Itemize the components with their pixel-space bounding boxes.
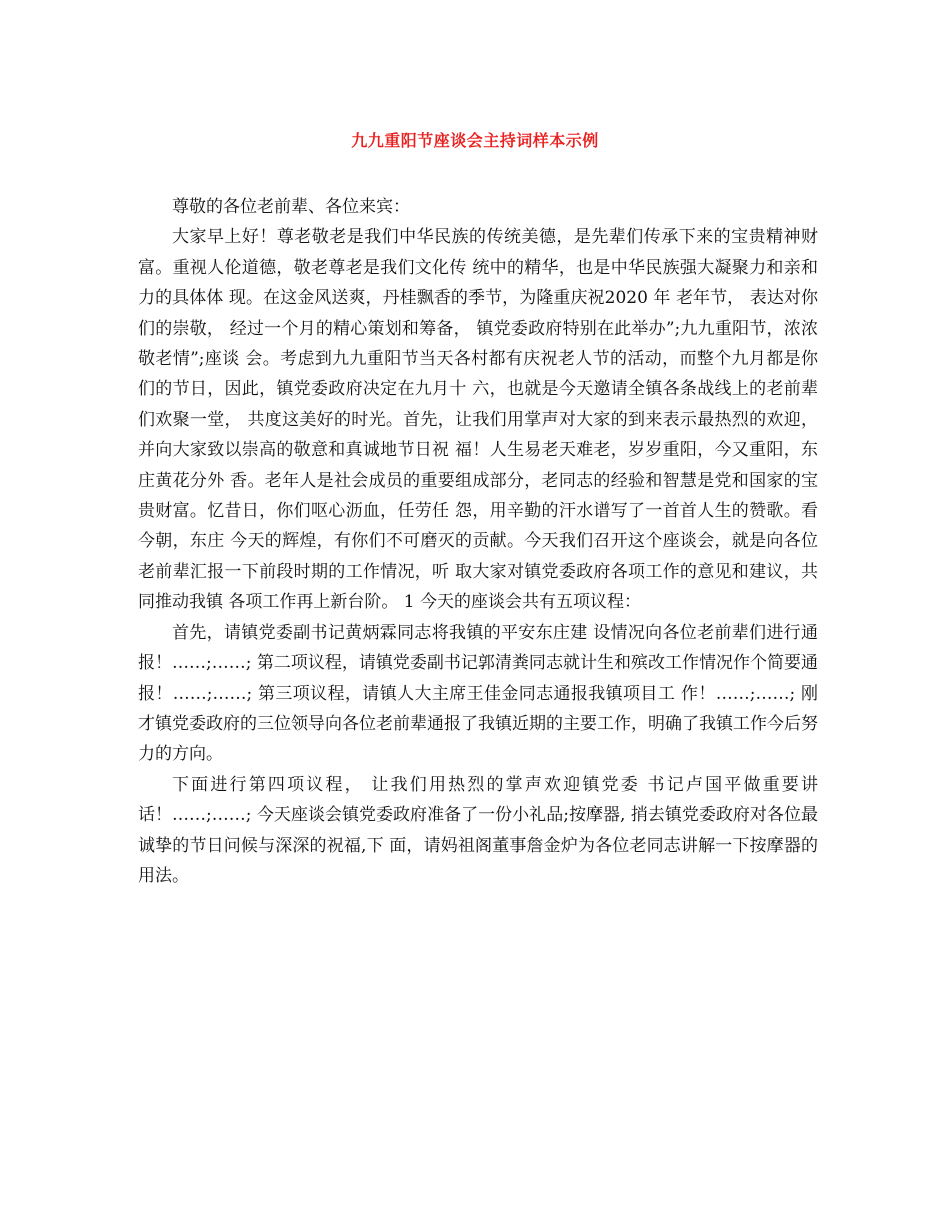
- paragraph-agenda: 首先，请镇党委副书记黄炳霖同志将我镇的平安东庄建 设情况向各位老前辈们进行通报！……;……; 第二项议程，请镇党委副书记郭清粪同志就计生和殡改工作情况作个简要通报！……;……; 第三项议程，请镇人大主席王佳金同志通报我镇项目工 作！……;……; 刚才镇党委政府的三位领导向各位老前辈通报了我镇近期的主要工作，明确了我镇工作今后努力的方向。: [138, 622, 818, 765]
- document-body: [138, 192, 818, 891]
- document-title: 九九重阳节座谈会主持词样本示例: [351, 131, 599, 150]
- paragraph-closing: 下面进行第四项议程， 让我们用热烈的掌声欢迎镇党委 书记卢国平做重要讲话！……;……; 今天座谈会镇党委政府准备了一份小礼品;按摩器, 捎去镇党委政府对各位最诚挚的节日问候与深深的祝福,下 面，请妈祖阁董事詹金炉为各位老同志讲解一下按摩器的用法。: [138, 774, 818, 886]
- paragraph-greeting: 尊敬的各位老前辈、各位来宾：: [172, 197, 410, 217]
- paragraph-opening: 大家早上好！尊老敬老是我们中华民族的传统美德，是先辈们传承下来的宝贵精神财富。重视人伦道德，敬老尊老是我们文化传 统中的精华，也是中华民族强大凝聚力和亲和力的具体体 现。在这金风送爽，丹桂飘香的季节，为隆重庆祝2020 年 老年节， 表达对你们的崇敬， 经过一个月的精心策划和筹备， 镇党委政府特别在此举办”;九九重阳节，浓浓敬老情”;座谈 会。考虑到九九重阳节当天各村都有庆祝老人节的活动，而整个九月都是你们的节日，因此，镇党委政府决定在九月十 六，也就是今天邀请全镇各条战线上的老前辈们欢聚一堂， 共度这美好的时光。首先，让我们用掌声对大家的到来表示最热烈的欢迎，并向大家致以崇高的敬意和真诚地节日祝 福！人生易老天难老，岁岁重阳，今又重阳，东庄黄花分外 香。老年人是社会成员的重要组成部分，老同志的经验和智慧是党和国家的宝贵财富。忆昔日，你们呕心沥血，任劳任 怨，用辛勤的汗水谱写了一首首人生的赞歌。看今朝，东庄 今天的辉煌，有你们不可磨灭的贡献。今天我们召开这个座谈会，就是向各位老前辈汇报一下前段时期的工作情况，听 取大家对镇党委政府各项工作的意见和建议，共同推动我镇 各项工作再上新台阶。 1 今天的座谈会共有五项议程：: [138, 227, 818, 613]
